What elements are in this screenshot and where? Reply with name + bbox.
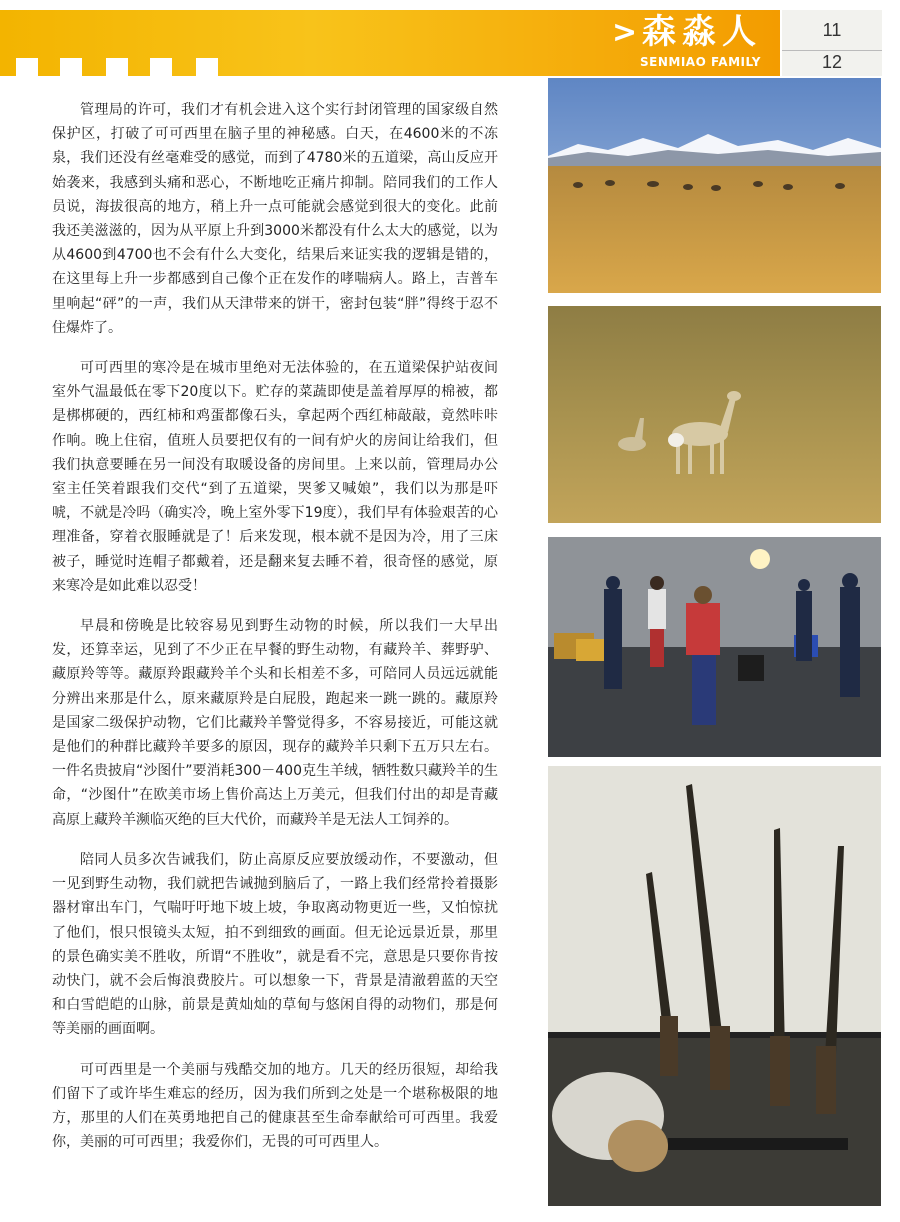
article-paragraph: 早晨和傍晚是比较容易见到野生动物的时候，所以我们一大早出发，还算幸运，见到了不少正在早餐的野生动物，有藏羚羊、葬野驴、藏原羚等等。藏原羚跟藏羚羊个头和长相差不多，可陪同人员远远就能分辨出来那是什么，原来藏原羚是白屁股，跑起来一跳一跳的。藏原羚是国家二级保护动物，它们比藏羚羊警觉得多，不容易接近，可能这就是他们的种群比藏羚羊要多的原因，现存的藏羚羊只剩下五万只左右。一件名贵披肩“沙图什”要消耗300－400克生羊绒，牺牲数只藏羚羊的生命，“沙图什”在欧美市场上售价高达上万美元，但我们付出的却是青藏高原上藏羚羊濒临灭绝的巨大代价，而藏羚羊是无法人工饲养的。 — [52, 618, 498, 828]
confiscated-rifles-photo — [548, 766, 881, 1206]
article-paragraph: 可可西里是一个美丽与残酷交加的地方。几天的经历很短，却给我们留下了或许毕生难忘的经历，因为我们所到之处是一个堪称极限的地方，那里的人们在英勇地把自己的健康甚至生命奉献给可可西里。我爱你，美丽的可可西里；我爱你们，无畏的可可西里人。 — [52, 1061, 498, 1151]
brand-arrow-icon: > — [612, 15, 638, 50]
tibetan-gazelle-grassland-photo — [548, 306, 881, 523]
article-body — [52, 98, 498, 1170]
article-paragraph: 管理局的许可，我们才有机会进入这个实行封闭管理的国家级自然保护区，打破了可可西里在脑子里的神秘感。白天，在4600米的不冻泉，我们还没有丝毫难受的感觉，而到了4780米的五道梁，高山反应开始袭来，我感到头痛和恶心，不断地吃正痛片抑制。陪同我们的工作人员说，海拔很高的地方，稍上升一点可能就会感觉到很大的变化。此前我还美滋滋的，因为从平原上升到3000米都没有什么太大的感觉，以为从4600到4700也不会有什么大变化，结果后来证实我的逻辑是错的，在这里每上升一步都感到自己像个正在发作的哮喘病人。路上，吉普车里响起“砰”的一声，我们从天津带来的饼干，密封包装“胖”得终于忍不住爆炸了。 — [52, 102, 498, 336]
brand-english-title: SENMIAO FAMILY — [640, 55, 761, 69]
header-notches — [0, 58, 240, 76]
article-paragraph: 可可西里的寒冷是在城市里绝对无法体验的，在五道梁保护站夜间室外气温最低在零下20度以下。贮存的菜蔬即使是盖着厚厚的棉被，都是梆梆硬的，西红柿和鸡蛋都像石头，拿起两个西红柿敲敲，竟然咔咔作响。晚上住宿，值班人员要把仅有的一间有炉火的房间让给我们，但我们执意要睡在另一间没有取暖设备的房间里。上来以前，管理局办公室主任笑着跟我们交代“到了五道梁，哭爹又喊娘”，我们以为那是吓唬，不就是冷吗（确实冷，晚上室外零下19度），我们早有体验艰苦的心理准备，穿着衣服睡就是了！后来发现，根本就不是因为冷，用了三床被子，睡觉时连帽子都戴着，还是翻来复去睡不着，很奇怪的感觉，原来寒冷是如此难以忍受！ — [52, 360, 498, 594]
page-number-left: 11 — [822, 20, 842, 40]
station-room-people-photo — [548, 537, 881, 757]
page-number-divider — [782, 50, 882, 51]
article-paragraph: 陪同人员多次告诫我们，防止高原反应要放缓动作，不要激动，但一见到野生动物，我们就把告诫抛到脑后了，一路上我们经常拎着摄影器材窜出车门，气喘吁吁地下坡上坡，争取离动物更近一些，又怕惊扰了他们，恨只恨镜头太短，拍不到细致的画面。但无论远景近景，那里的景色确实美不胜收，所谓“不胜收”，就是看不完，意思是只要你肯按动快门，就不会后悔浪费胶片。可以想象一下，背景是清澈碧蓝的天空和白雪皑皑的山脉，前景是黄灿灿的草甸与悠闲自得的动物们，那是何等美丽的画面啊。 — [52, 851, 498, 1038]
brand-chinese-title: 森淼人 — [642, 12, 762, 52]
plateau-antelope-herd-photo — [548, 78, 881, 293]
page-number-right: 12 — [821, 52, 843, 72]
page-number-box — [782, 10, 882, 76]
